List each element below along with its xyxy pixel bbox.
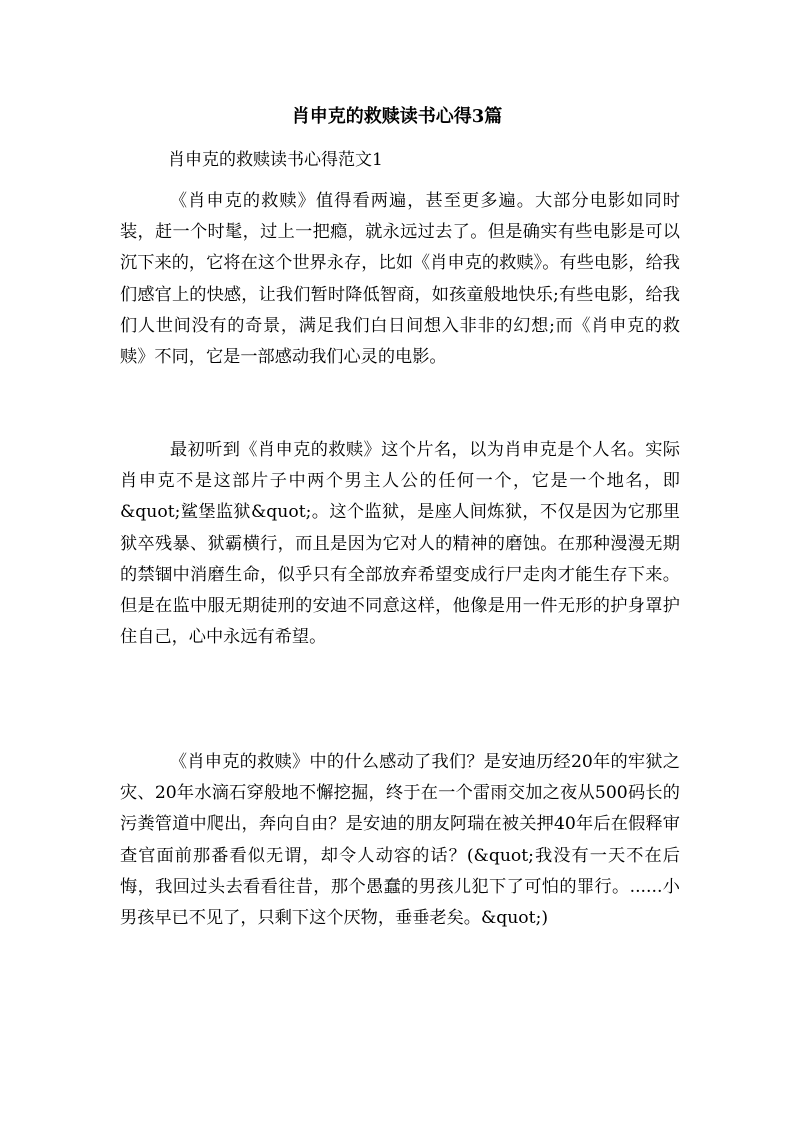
paragraph-1: 《肖申克的救赎》值得看两遍，甚至更多遍。大部分电影如同时装，赶一个时髦，过上一把瘾，就永远过去了。但是确实有些电影是可以沉下来的，它将在这个世界永存，比如《肖申克的救赎》。有些电影，给我们感官上的快感，让我们暂时降低智商，如孩童般地快乐;有些电影，给我们人世间没有的奇景，满足我们白日间想入非非的幻想;而《肖申克的救赎》不同，它是一部感动我们心灵的电影。 [120,191,680,368]
paragraph-block-2 [120,435,680,653]
document-subtitle: 肖申克的救赎读书心得范文1 [168,150,383,170]
document-title: 肖申克的救赎读书心得3篇 [291,106,503,127]
paragraph-2: 最初听到《肖申克的救赎》这个片名，以为肖申克是个人名。实际肖申克不是这部片子中两个男主人公的任何一个，它是一个地名，即&quot;鲨堡监狱&quot;。这个监狱，是座人间炼狱，不仅是因为它那里狱卒残暴、狱霸横行，而且是因为它对人的精神的磨蚀。在那种漫漫无期的禁锢中消磨生命，似乎只有全部放弃希望变成行尸走肉才能生存下来。但是在监中服无期徒刑的安迪不同意这样，他像是用一件无形的护身罩护住自己，心中永远有希望。 [120,440,680,648]
paragraph-3: 《肖申克的救赎》中的什么感动了我们？是安迪历经20年的牢狱之灾、20年水滴石穿般地不懈挖掘，终于在一个雷雨交加之夜从500码长的污粪管道中爬出，奔向自由？是安迪的朋友阿瑞在被关押40年后在假释审查官面前那番看似无谓，却令人动容的话？(&quot;我没有一天不在后悔，我回过头去看看往昔，那个愚蠢的男孩儿犯下了可怕的罪行。......小男孩早已不见了，只剩下这个厌物，垂垂老矣。&quot;) [120,752,680,929]
paragraph-block-3 [120,747,680,934]
paragraph-block-1 [120,186,680,373]
